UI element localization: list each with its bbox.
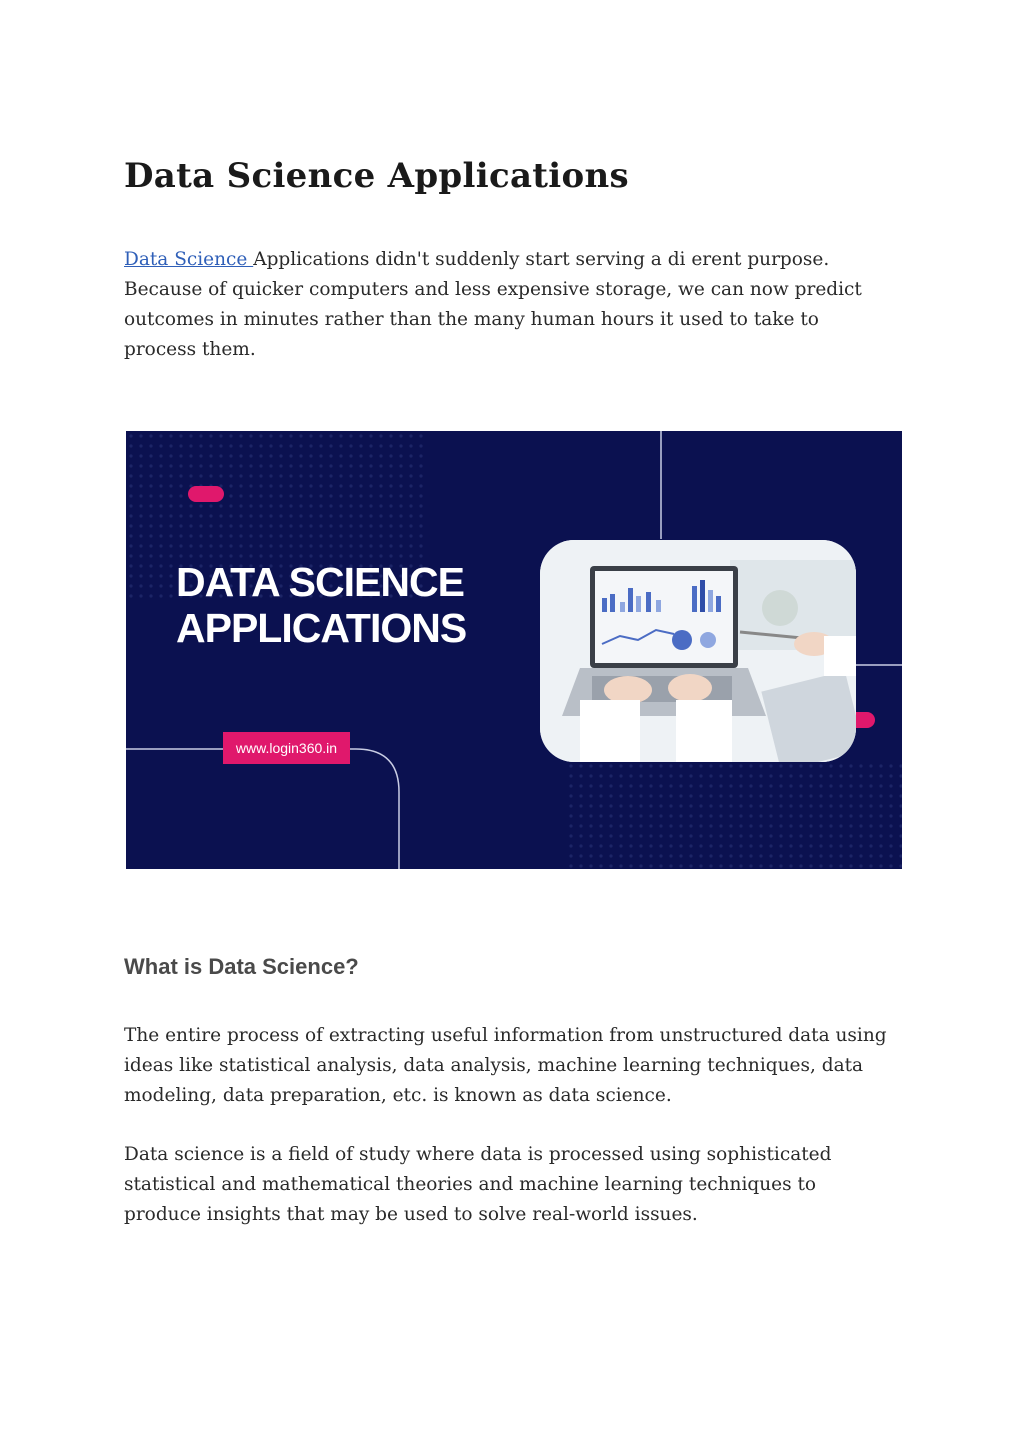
pink-pill-decoration (188, 486, 224, 502)
page-title: Data Science Applications (124, 156, 629, 196)
section-heading: What is Data Science? (124, 954, 359, 979)
laptop-photo (540, 540, 856, 762)
banner-title (176, 559, 466, 651)
paragraph-definition: The entire process of extracting useful information from unstructured data using ideas like statistical analysis, data analysis, machine learning techniques, data modeling, data preparation, etc. is known as data science. (124, 1025, 887, 1106)
banner-title-line-2: APPLICATIONS (176, 605, 467, 651)
intro-text: Applications didn't suddenly start serving a di erent purpose. Because of quicker computers and less expensive storage, we can now predict outcomes in minutes rather than the many human hours it used to take to process them. (124, 249, 862, 360)
banner-image (126, 431, 902, 869)
url-badge: www.login360.in (223, 732, 350, 764)
laptop-illustration (540, 540, 856, 762)
banner-title-line-1: DATA SCIENCE (176, 559, 464, 605)
paragraph-field-of-study: Data science is a field of study where data is processed using sophisticated statistical and mathematical theories and machine learning techniques to produce insights that may be used to solve real-world issues. (124, 1144, 832, 1225)
data-science-link[interactable]: Data Science (124, 249, 254, 270)
intro-paragraph (124, 245, 894, 365)
